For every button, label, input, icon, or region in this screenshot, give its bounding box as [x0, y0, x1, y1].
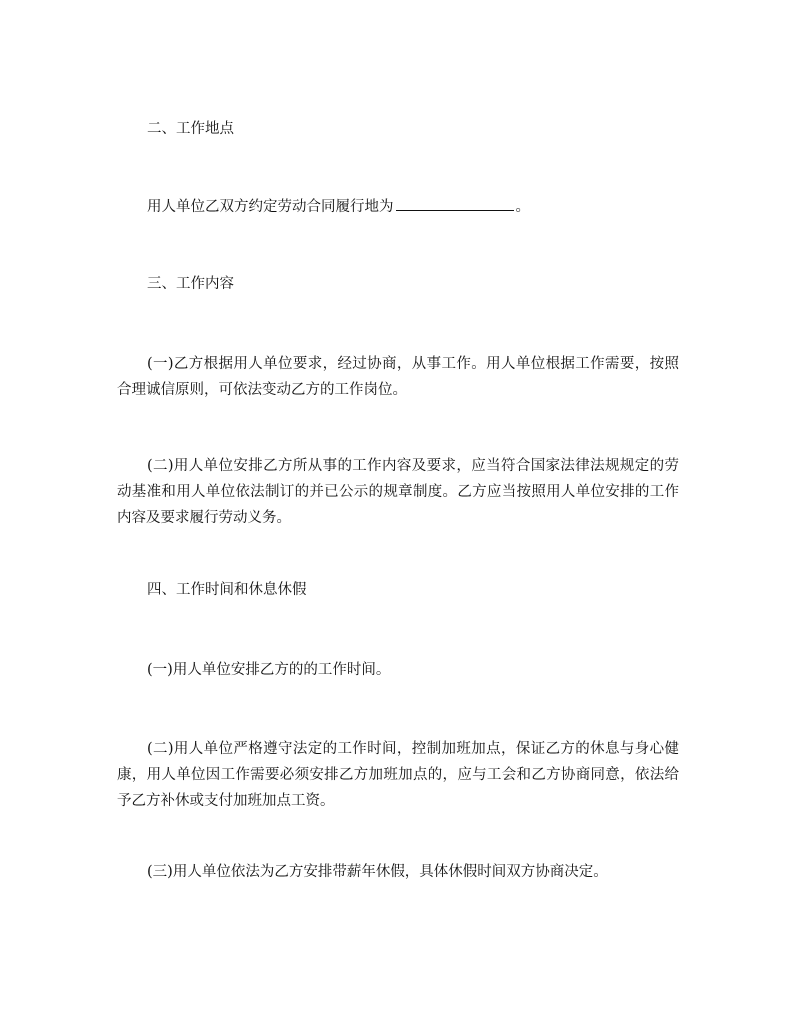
- work-hours-paragraph-2: (二)用人单位严格遵守法定的工作时间，控制加班加点，保证乙方的休息与身心健康，用人单位因工作需要必须安排乙方加班加点的，应与工会和乙方协商同意，依法给予乙方补休或支付加班加点工资。: [117, 741, 679, 809]
- work-location-paragraph: [117, 194, 679, 220]
- work-hours-paragraph-1: (一)用人单位安排乙方的的工作时间。: [147, 662, 391, 678]
- work-location-blank-line: [396, 196, 514, 211]
- work-hours-paragraph-3: (三)用人单位依法为乙方安排带薪年休假，具体休假时间双方协商决定。: [147, 864, 608, 880]
- work-content-paragraph-1: (一)乙方根据用人单位要求，经过协商，从事工作。用人单位根据工作需要，按照合理诚信原则，可依法变动乙方的工作岗位。: [117, 356, 679, 398]
- work-location-text: 用人单位乙双方约定劳动合同履行地为: [147, 199, 394, 215]
- section-heading-work-location: 二、工作地点: [147, 121, 234, 137]
- work-location-period: 。: [515, 199, 530, 215]
- work-content-paragraph-2: (二)用人单位安排乙方所从事的工作内容及要求，应当符合国家法律法规规定的劳动基准和用人单位依法制订的并已公示的规章制度。乙方应当按照用人单位安排的工作内容及要求履行劳动义务。: [117, 458, 679, 526]
- section-heading-work-hours: 四、工作时间和休息休假: [147, 582, 307, 598]
- section-heading-work-content: 三、工作内容: [147, 276, 234, 292]
